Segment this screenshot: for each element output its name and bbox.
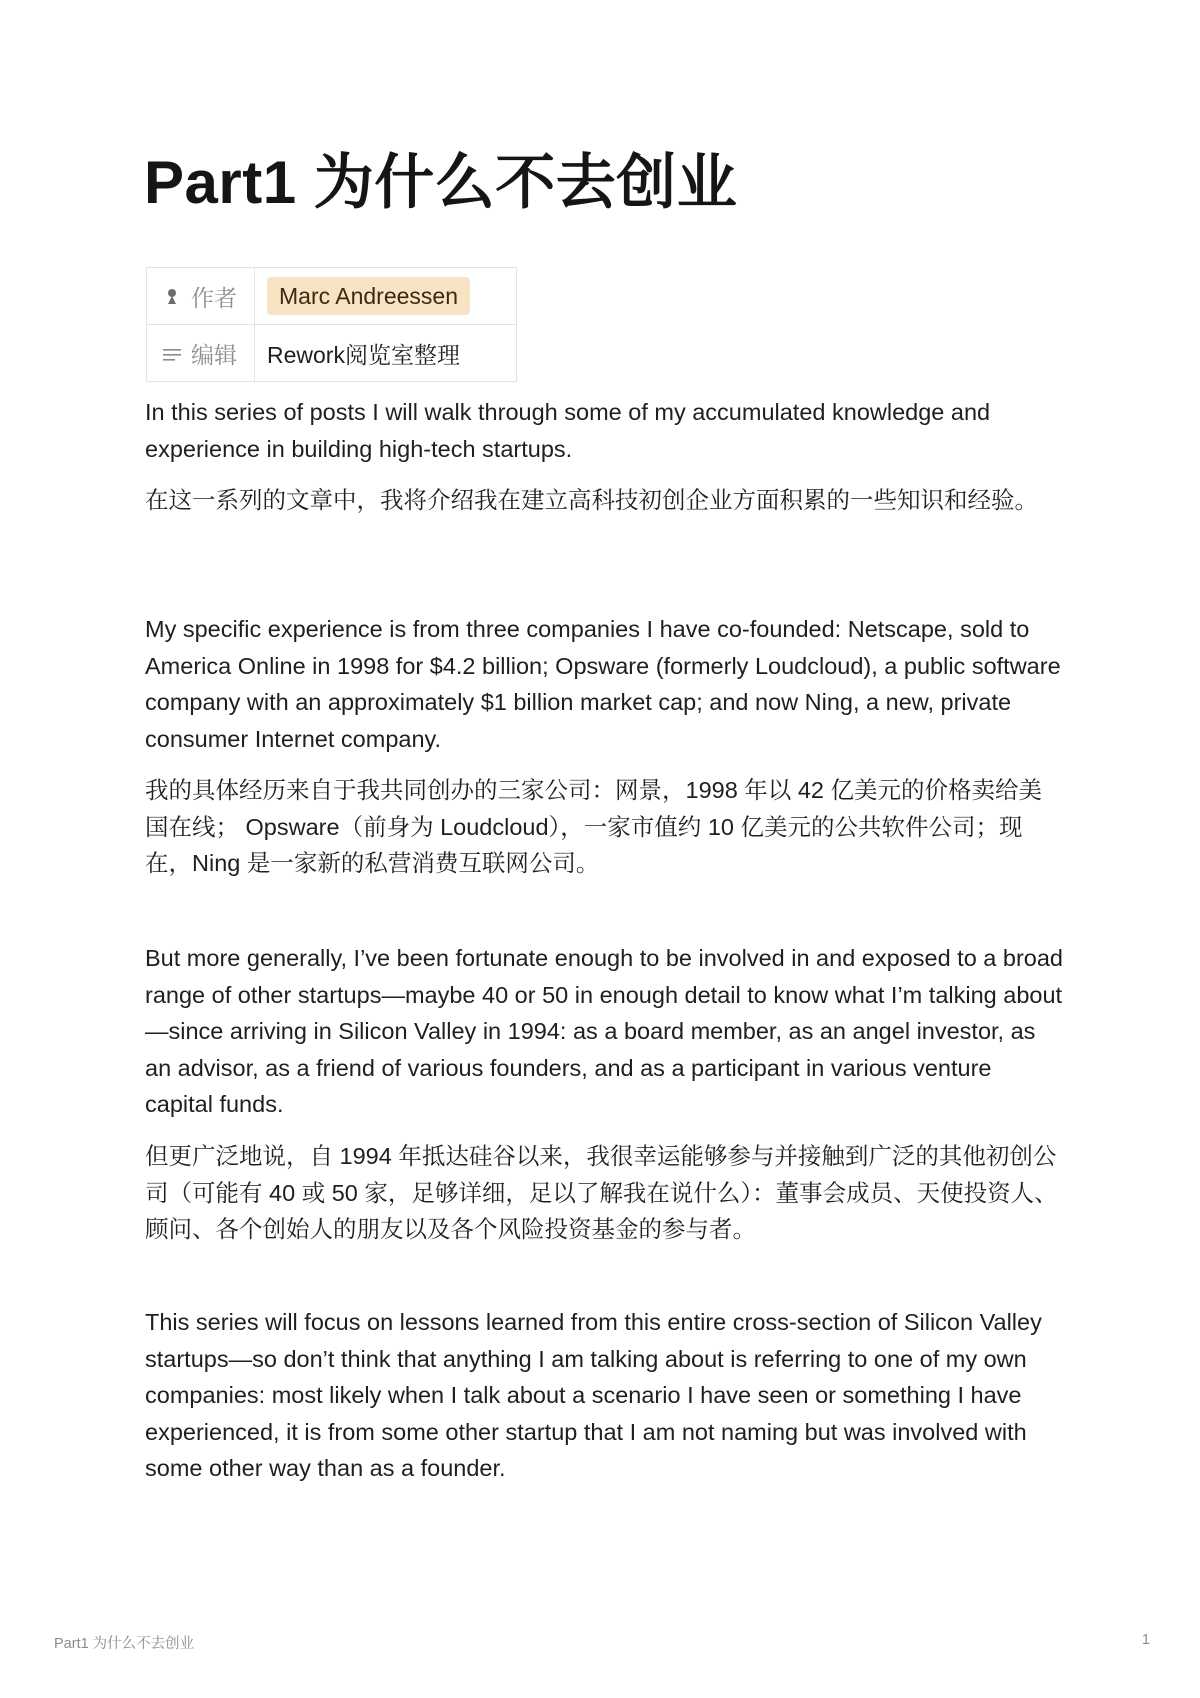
properties-table [146,267,517,382]
property-value-author[interactable] [255,268,517,325]
property-label-editor: 编辑 [191,341,237,368]
page-title: Part1 为什么不去创业 [144,149,738,216]
paragraph-zh-3: 但更广泛地说，自 1994 年抵达硅谷以来，我很幸运能够参与并接触到广泛的其他初创公司（可能有 40 或 50 家，足够详细，足以了解我在说什么）：董事会成员、天使投资人、顾问、各个创始人的朋友以及各个风险投资基金的参与者。 [145,1143,1058,1242]
property-row-author [147,268,517,325]
editor-value[interactable]: Rework阅览室整理 [267,341,460,368]
property-row-editor [147,325,517,382]
property-label-author: 作者 [191,284,237,311]
property-key-editor [147,325,255,382]
paragraph-zh-1: 在这一系列的文章中，我将介绍我在建立高科技初创企业方面积累的一些知识和经验。 [145,487,1038,513]
footer-doc-title: Part1 为什么不去创业 [54,1636,195,1652]
property-value-editor[interactable] [255,325,517,382]
author-tag[interactable]: Marc Andreessen [267,277,470,315]
paragraph-en-3: But more generally, I’ve been fortunate enough to be involved in and exposed to a broad range of other startups—maybe 40 or 50 in enough detail to know what I’m talking about—since arriving in Silicon Valley in 1994: as a board member, as an angel investor, as an advisor, as a friend of various founders, and as a participant in various venture capital funds. [145,945,1064,1117]
paragraph-en-4: This series will focus on lessons learned from this entire cross-section of Silicon Valley startups—so don’t think that anything I am talking about is referring to one of my own companies: most likely when I talk about a scenario I have seen or something I have experienced, it is from some other startup that I am not naming but was involved with some other way than as a founder. [145,1309,1042,1481]
text-lines-icon [161,344,183,361]
property-key-author [147,268,255,325]
footer-page-number: 1 [1141,1632,1150,1648]
paragraph-zh-2: 我的具体经历来自于我共同创办的三家公司：网景，1998 年以 42 亿美元的价格卖给美国在线； Opsware（前身为 Loudcloud），一家市值约 10 亿美元的公共软件公司；现在，Ning 是一家新的私营消费互联网公司。 [145,777,1043,876]
paragraph-en-1: In this series of posts I will walk through some of my accumulated knowledge and experience in building high-tech startups. [145,399,991,462]
paragraph-en-2: My specific experience is from three companies I have co-founded: Netscape, sold to America Online in 1998 for $4.2 billion; Opsware (formerly Loudcloud), a public software company with an approximately $1 billion market cap; and now Ning, a new, private consumer Internet company. [145,616,1061,752]
person-icon [161,287,183,305]
